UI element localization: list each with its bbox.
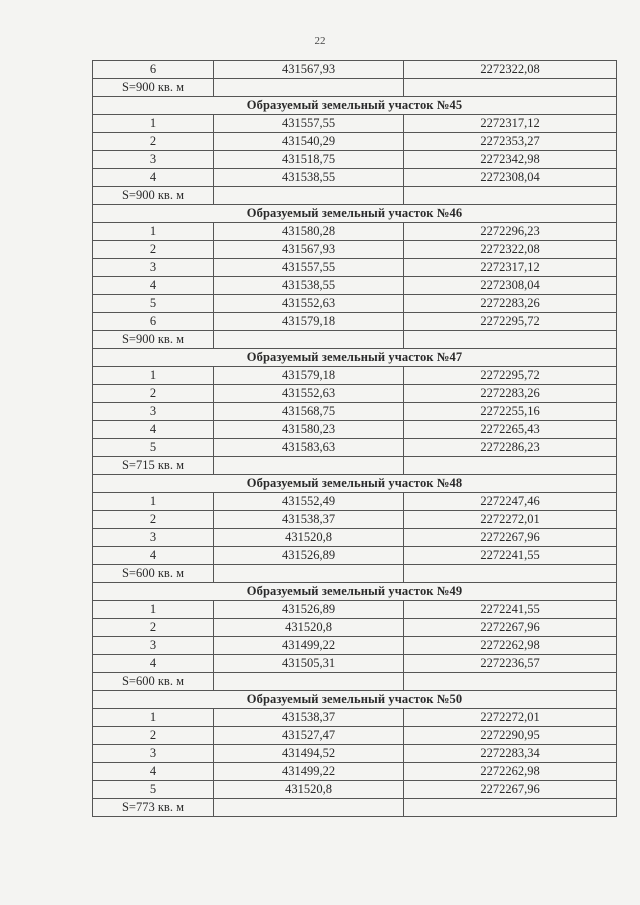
coordinate-x-cell: 431518,75: [214, 151, 404, 169]
table-row: [93, 601, 617, 619]
coordinate-x-cell: 431552,63: [214, 295, 404, 313]
point-number-cell: 4: [93, 277, 214, 295]
page-number: 22: [314, 35, 326, 47]
point-number-cell: 5: [93, 439, 214, 457]
empty-cell: [214, 457, 404, 475]
table-row: [93, 529, 617, 547]
coordinate-y-cell: 2272272,01: [404, 511, 617, 529]
section-heading-row: [93, 205, 617, 223]
coordinate-y-cell: 2272322,08: [404, 61, 617, 79]
table-row: [93, 709, 617, 727]
coordinates-table-body: [93, 61, 617, 817]
table-row: [93, 745, 617, 763]
point-number-cell: 6: [93, 61, 214, 79]
empty-cell: [404, 799, 617, 817]
table-row: [93, 295, 617, 313]
table-row: [93, 169, 617, 187]
coordinate-y-cell: 2272241,55: [404, 601, 617, 619]
area-row: [93, 79, 617, 97]
table-row: [93, 763, 617, 781]
coordinate-y-cell: 2272283,26: [404, 385, 617, 403]
empty-cell: [214, 79, 404, 97]
section-heading-row: [93, 349, 617, 367]
section-heading: Образуемый земельный участок №49: [93, 583, 617, 601]
empty-cell: [404, 565, 617, 583]
table-row: [93, 277, 617, 295]
point-number-cell: 1: [93, 601, 214, 619]
point-number-cell: 3: [93, 637, 214, 655]
coordinates-table: [92, 60, 617, 817]
area-row: [93, 799, 617, 817]
coordinate-x-cell: 431579,18: [214, 367, 404, 385]
table-row: [93, 151, 617, 169]
point-number-cell: 2: [93, 727, 214, 745]
area-cell: S=600 кв. м: [93, 673, 214, 691]
point-number-cell: 1: [93, 223, 214, 241]
area-row: [93, 331, 617, 349]
coordinate-x-cell: 431580,28: [214, 223, 404, 241]
section-heading-row: [93, 583, 617, 601]
coordinate-y-cell: 2272308,04: [404, 277, 617, 295]
section-heading: Образуемый земельный участок №50: [93, 691, 617, 709]
point-number-cell: 3: [93, 259, 214, 277]
point-number-cell: 5: [93, 295, 214, 313]
section-heading: Образуемый земельный участок №46: [93, 205, 617, 223]
coordinate-x-cell: 431520,8: [214, 619, 404, 637]
point-number-cell: 3: [93, 745, 214, 763]
table-row: [93, 403, 617, 421]
coordinate-y-cell: 2272317,12: [404, 115, 617, 133]
coordinate-x-cell: 431557,55: [214, 115, 404, 133]
coordinate-x-cell: 431505,31: [214, 655, 404, 673]
coordinate-x-cell: 431526,89: [214, 601, 404, 619]
point-number-cell: 4: [93, 763, 214, 781]
coordinate-x-cell: 431494,52: [214, 745, 404, 763]
coordinate-y-cell: 2272286,23: [404, 439, 617, 457]
coordinate-x-cell: 431538,55: [214, 277, 404, 295]
coordinate-y-cell: 2272283,26: [404, 295, 617, 313]
coordinate-x-cell: 431538,37: [214, 511, 404, 529]
table-row: [93, 511, 617, 529]
coordinate-x-cell: 431526,89: [214, 547, 404, 565]
coordinate-x-cell: 431579,18: [214, 313, 404, 331]
coordinate-y-cell: 2272262,98: [404, 637, 617, 655]
table-row: [93, 421, 617, 439]
coordinate-x-cell: 431499,22: [214, 637, 404, 655]
empty-cell: [214, 187, 404, 205]
point-number-cell: 2: [93, 241, 214, 259]
table-row: [93, 493, 617, 511]
table-row: [93, 637, 617, 655]
section-heading: Образуемый земельный участок №47: [93, 349, 617, 367]
table-row: [93, 367, 617, 385]
coordinate-y-cell: 2272295,72: [404, 367, 617, 385]
empty-cell: [404, 457, 617, 475]
coordinate-x-cell: 431567,93: [214, 61, 404, 79]
coordinate-x-cell: 431520,8: [214, 781, 404, 799]
table-row: [93, 655, 617, 673]
coordinate-x-cell: 431540,29: [214, 133, 404, 151]
coordinate-y-cell: 2272247,46: [404, 493, 617, 511]
point-number-cell: 3: [93, 529, 214, 547]
table-row: [93, 223, 617, 241]
coordinate-x-cell: 431557,55: [214, 259, 404, 277]
coordinate-y-cell: 2272296,23: [404, 223, 617, 241]
point-number-cell: 2: [93, 385, 214, 403]
section-heading-row: [93, 97, 617, 115]
area-row: [93, 187, 617, 205]
table-row: [93, 133, 617, 151]
table-row: [93, 61, 617, 79]
coordinate-x-cell: 431568,75: [214, 403, 404, 421]
point-number-cell: 3: [93, 403, 214, 421]
area-cell: S=600 кв. м: [93, 565, 214, 583]
table-row: [93, 781, 617, 799]
point-number-cell: 6: [93, 313, 214, 331]
coordinate-x-cell: 431527,47: [214, 727, 404, 745]
table-row: [93, 547, 617, 565]
coordinate-x-cell: 431567,93: [214, 241, 404, 259]
coordinate-y-cell: 2272353,27: [404, 133, 617, 151]
table-row: [93, 439, 617, 457]
point-number-cell: 1: [93, 115, 214, 133]
coordinate-y-cell: 2272262,98: [404, 763, 617, 781]
coordinate-x-cell: 431580,23: [214, 421, 404, 439]
table-row: [93, 313, 617, 331]
coordinate-y-cell: 2272342,98: [404, 151, 617, 169]
coordinate-y-cell: 2272317,12: [404, 259, 617, 277]
point-number-cell: 4: [93, 169, 214, 187]
coordinate-y-cell: 2272322,08: [404, 241, 617, 259]
empty-cell: [214, 565, 404, 583]
coordinate-x-cell: 431552,49: [214, 493, 404, 511]
table-row: [93, 619, 617, 637]
area-cell: S=715 кв. м: [93, 457, 214, 475]
coordinate-x-cell: 431538,55: [214, 169, 404, 187]
coordinate-x-cell: 431520,8: [214, 529, 404, 547]
coordinate-y-cell: 2272283,34: [404, 745, 617, 763]
coordinate-y-cell: 2272272,01: [404, 709, 617, 727]
point-number-cell: 4: [93, 547, 214, 565]
area-cell: S=900 кв. м: [93, 79, 214, 97]
table-row: [93, 385, 617, 403]
empty-cell: [404, 331, 617, 349]
coordinate-y-cell: 2272295,72: [404, 313, 617, 331]
section-heading-row: [93, 691, 617, 709]
table-row: [93, 259, 617, 277]
point-number-cell: 1: [93, 367, 214, 385]
area-cell: S=900 кв. м: [93, 187, 214, 205]
coordinate-x-cell: 431538,37: [214, 709, 404, 727]
table-row: [93, 115, 617, 133]
area-row: [93, 673, 617, 691]
point-number-cell: 1: [93, 493, 214, 511]
empty-cell: [214, 673, 404, 691]
point-number-cell: 3: [93, 151, 214, 169]
section-heading: Образуемый земельный участок №45: [93, 97, 617, 115]
area-row: [93, 457, 617, 475]
table-row: [93, 727, 617, 745]
empty-cell: [214, 331, 404, 349]
section-heading-row: [93, 475, 617, 493]
coordinate-y-cell: 2272290,95: [404, 727, 617, 745]
coordinate-y-cell: 2272236,57: [404, 655, 617, 673]
empty-cell: [404, 187, 617, 205]
area-cell: S=900 кв. м: [93, 331, 214, 349]
empty-cell: [404, 673, 617, 691]
empty-cell: [214, 799, 404, 817]
point-number-cell: 2: [93, 619, 214, 637]
coordinate-y-cell: 2272267,96: [404, 529, 617, 547]
coordinate-x-cell: 431583,63: [214, 439, 404, 457]
coordinate-y-cell: 2272308,04: [404, 169, 617, 187]
coordinate-x-cell: 431552,63: [214, 385, 404, 403]
area-row: [93, 565, 617, 583]
point-number-cell: 1: [93, 709, 214, 727]
coordinate-y-cell: 2272267,96: [404, 619, 617, 637]
empty-cell: [404, 79, 617, 97]
coordinate-y-cell: 2272267,96: [404, 781, 617, 799]
area-cell: S=773 кв. м: [93, 799, 214, 817]
section-heading: Образуемый земельный участок №48: [93, 475, 617, 493]
point-number-cell: 4: [93, 421, 214, 439]
point-number-cell: 4: [93, 655, 214, 673]
point-number-cell: 2: [93, 511, 214, 529]
coordinate-y-cell: 2272255,16: [404, 403, 617, 421]
point-number-cell: 5: [93, 781, 214, 799]
coordinate-x-cell: 431499,22: [214, 763, 404, 781]
coordinate-y-cell: 2272265,43: [404, 421, 617, 439]
coordinate-y-cell: 2272241,55: [404, 547, 617, 565]
table-row: [93, 241, 617, 259]
point-number-cell: 2: [93, 133, 214, 151]
